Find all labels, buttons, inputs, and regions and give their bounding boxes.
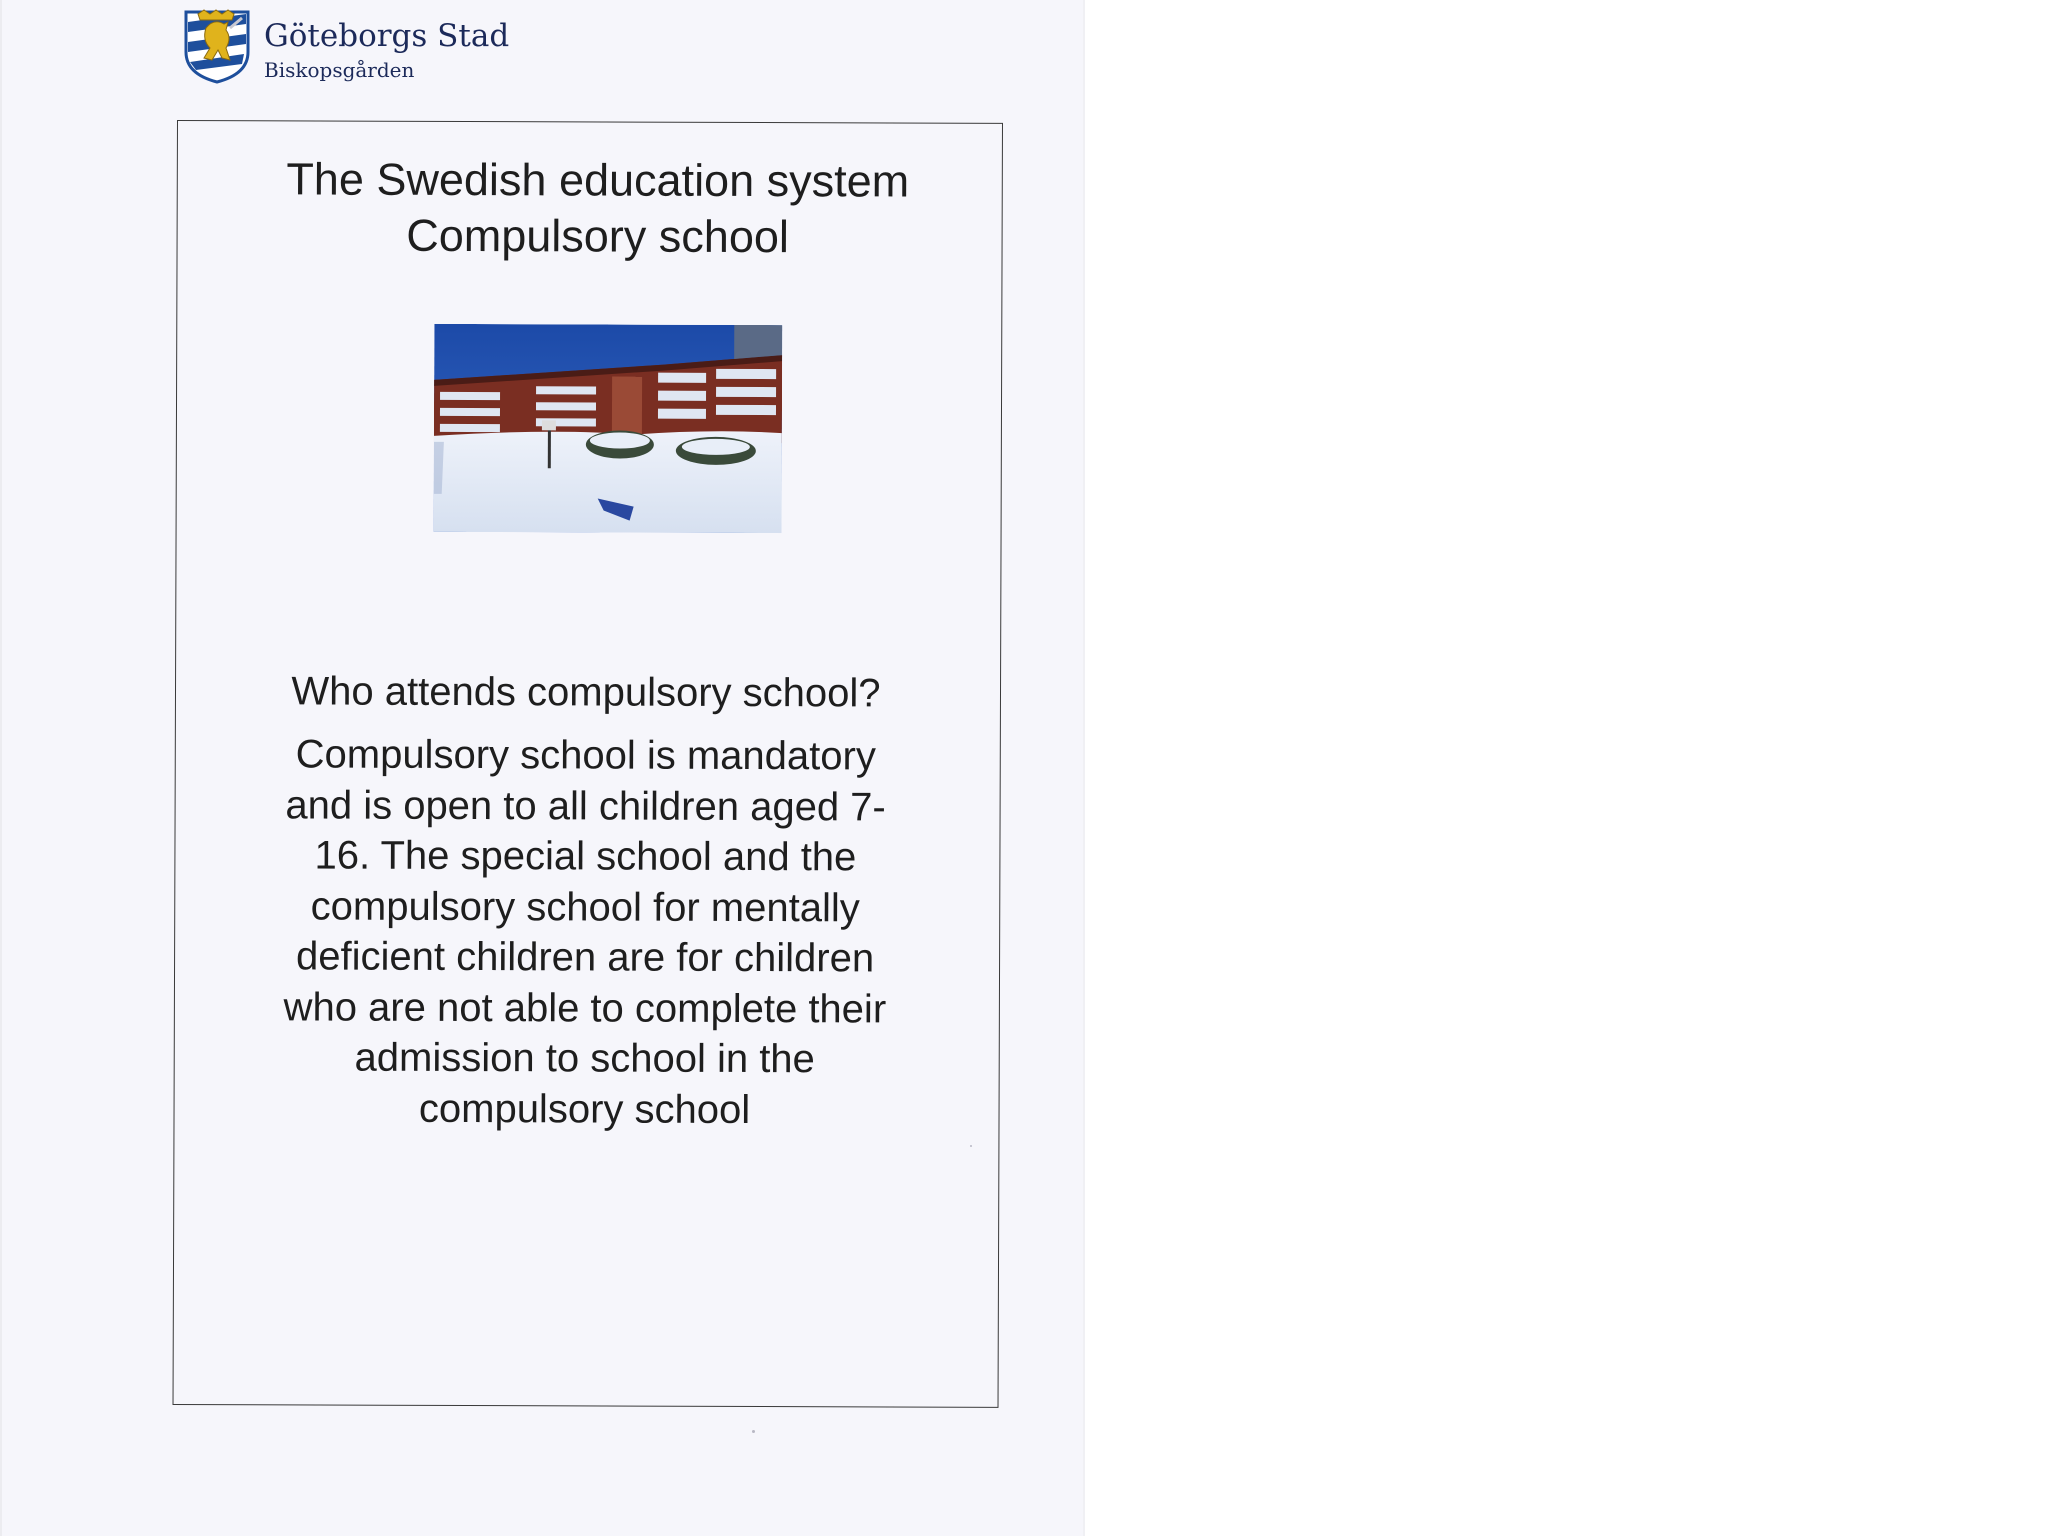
question-heading: Who attends compulsory school?	[291, 669, 881, 716]
answer-line: and is open to all children aged 7-	[285, 782, 886, 829]
answer-line: compulsory school	[418, 1086, 751, 1132]
title-line: The Swedish education system	[286, 153, 910, 207]
logo-title: Göteborgs Stad	[264, 18, 510, 54]
answer-text	[174, 729, 995, 1136]
slide-title	[178, 151, 1018, 266]
answer-line: deficient children are for children	[295, 934, 875, 981]
answer-line: Compulsory school is mandatory	[295, 732, 876, 779]
gothenburg-coat-of-arms-icon	[184, 8, 250, 84]
answer-line: who are not able to complete their	[283, 984, 887, 1031]
goteborgs-stad-logo	[184, 8, 514, 88]
scan-speck	[752, 1430, 755, 1433]
slide-frame	[173, 120, 1003, 1408]
scan-speck	[970, 1145, 972, 1147]
logo-subtitle: Biskopsgården	[264, 58, 415, 82]
answer-line: admission to school in the	[354, 1035, 815, 1082]
school-building-in-snow-photo	[434, 324, 783, 533]
answer-line: 16. The special school and the	[314, 833, 857, 880]
title-line: Compulsory school	[406, 209, 790, 263]
page-edge	[1083, 0, 1085, 1536]
answer-line: compulsory school for mentally	[310, 883, 860, 930]
